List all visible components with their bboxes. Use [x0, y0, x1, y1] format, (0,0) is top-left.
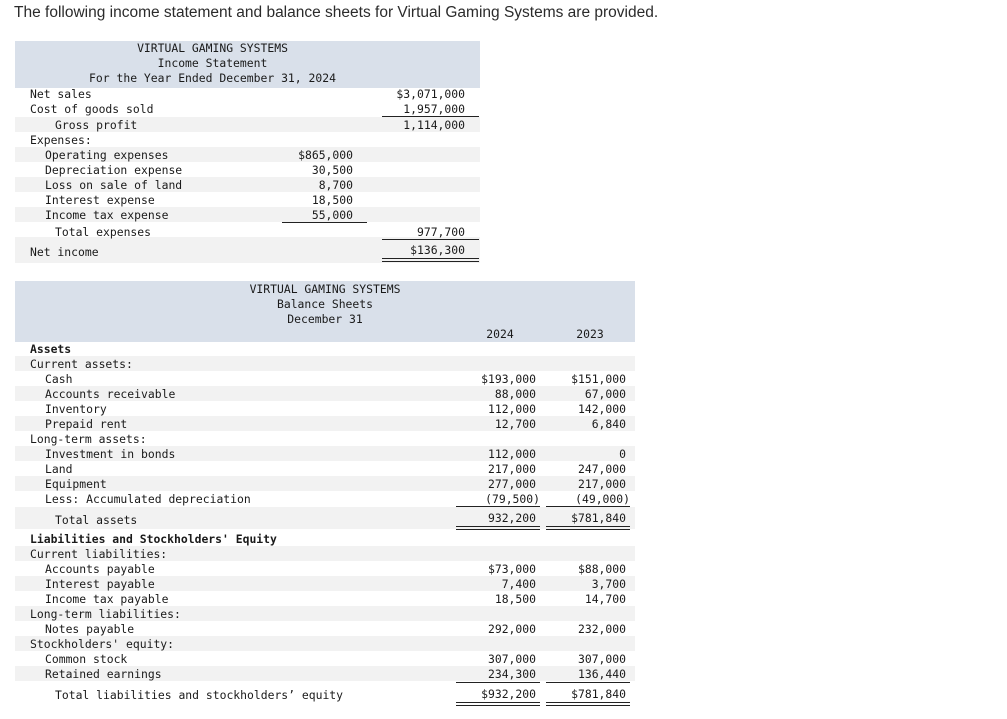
total-expenses-label: Total expenses — [55, 225, 152, 239]
value-2023: $151,000 — [571, 372, 626, 386]
value-2024: 112,000 — [487, 402, 536, 416]
value-2023: $88,000 — [577, 562, 626, 576]
total-assets-2024: 932,200 — [487, 511, 536, 525]
balance-date: December 31 — [287, 312, 363, 326]
line-item-label: Common stock — [45, 652, 128, 666]
equity-heading: Stockholders' equity: — [30, 637, 175, 651]
expense-label: Loss on sale of land — [45, 178, 183, 192]
line-item-label: Land — [45, 462, 73, 476]
double-underline — [456, 526, 540, 530]
value-2023: 0 — [619, 447, 626, 461]
value-2023: 14,700 — [584, 592, 626, 606]
value-2024: $73,000 — [487, 562, 536, 576]
expense-value: 55,000 — [311, 208, 353, 222]
line-item-label: Notes payable — [45, 622, 135, 636]
double-underline — [546, 702, 630, 706]
value-2024: 88,000 — [494, 387, 536, 401]
expense-label: Operating expenses — [45, 148, 169, 162]
value-2024: 307,000 — [487, 652, 536, 666]
expense-label: Interest expense — [45, 193, 155, 207]
income-title: Income Statement — [157, 56, 268, 70]
total-liab-equity-label: Total liabilities and stockholders’ equity — [55, 688, 344, 702]
line-item-label: Cash — [45, 372, 73, 386]
total-assets-2023: $781,840 — [571, 511, 626, 525]
double-underline — [546, 526, 630, 530]
net-sales-label: Net sales — [30, 87, 92, 101]
intro-text: The following income statement and balance sheets for Virtual Gaming Systems are provided. — [14, 4, 659, 21]
line-item-label: Prepaid rent — [45, 417, 128, 431]
underline — [546, 506, 630, 507]
value-2023: 136,440 — [577, 667, 626, 681]
line-item-label: Less: Accumulated depreciation — [45, 492, 251, 506]
gross-profit-value: 1,114,000 — [403, 118, 465, 132]
col-header-2023: 2023 — [576, 327, 604, 341]
income-company: VIRTUAL GAMING SYSTEMS — [137, 41, 288, 55]
value-2023: 3,700 — [591, 577, 626, 591]
value-2024: 7,400 — [501, 577, 536, 591]
value-2024: 292,000 — [487, 622, 536, 636]
current-liabilities-heading: Current liabilities: — [30, 547, 168, 561]
value-2024: (79,500) — [485, 492, 540, 506]
total-liab-equity-2023: $781,840 — [571, 687, 626, 701]
expense-value: 18,500 — [311, 193, 353, 207]
value-2023: 67,000 — [584, 387, 626, 401]
double-underline — [382, 258, 479, 262]
line-item-label: Interest payable — [45, 577, 155, 591]
long-term-assets-heading: Long-term assets: — [30, 432, 147, 446]
long-term-liabilities-heading: Long-term liabilities: — [30, 607, 181, 621]
underline — [546, 682, 630, 683]
value-2024: 217,000 — [487, 462, 536, 476]
line-item-label: Inventory — [45, 402, 107, 416]
income-period: For the Year Ended December 31, 2024 — [89, 71, 336, 85]
value-2024: 277,000 — [487, 477, 536, 491]
line-item-label: Retained earnings — [45, 667, 162, 681]
expense-label: Depreciation expense — [45, 163, 183, 177]
underline — [382, 239, 479, 240]
underline — [282, 222, 367, 223]
total-liab-equity-2024: $932,200 — [481, 687, 536, 701]
value-2024: $193,000 — [481, 372, 536, 386]
liab-equity-heading: Liabilities and Stockholders' Equity — [30, 532, 277, 546]
underline — [456, 682, 540, 683]
cogs-value: 1,957,000 — [403, 102, 465, 116]
total-expenses-value: 977,700 — [416, 225, 465, 239]
net-income-label: Net income — [30, 245, 99, 259]
value-2024: 234,300 — [487, 667, 536, 681]
line-item-label: Accounts payable — [45, 562, 155, 576]
line-item-label: Accounts receivable — [45, 387, 176, 401]
total-assets-label: Total assets — [55, 513, 138, 527]
net-income-value: $136,300 — [410, 243, 465, 257]
line-item-label: Income tax payable — [45, 592, 169, 606]
expense-value: 8,700 — [318, 178, 353, 192]
underline — [456, 506, 540, 507]
col-header-2024: 2024 — [486, 327, 514, 341]
value-2024: 18,500 — [494, 592, 536, 606]
double-underline — [456, 702, 540, 706]
cogs-label: Cost of goods sold — [30, 102, 154, 116]
line-item-label: Equipment — [45, 477, 107, 491]
value-2023: 247,000 — [577, 462, 626, 476]
value-2024: 12,700 — [494, 417, 536, 431]
value-2024: 112,000 — [487, 447, 536, 461]
assets-heading: Assets — [30, 342, 72, 356]
value-2023: (49,000) — [575, 492, 630, 506]
expense-value: $865,000 — [298, 148, 353, 162]
line-item-label: Investment in bonds — [45, 447, 176, 461]
value-2023: 307,000 — [577, 652, 626, 666]
value-2023: 217,000 — [577, 477, 626, 491]
value-2023: 6,840 — [591, 417, 626, 431]
value-2023: 142,000 — [577, 402, 626, 416]
value-2023: 232,000 — [577, 622, 626, 636]
gross-profit-label: Gross profit — [55, 118, 138, 132]
current-assets-heading: Current assets: — [30, 357, 133, 371]
expense-label: Income tax expense — [45, 208, 169, 222]
expenses-label: Expenses: — [30, 133, 92, 147]
balance-title: Balance Sheets — [276, 297, 373, 311]
net-sales-value: $3,071,000 — [396, 87, 465, 101]
balance-company: VIRTUAL GAMING SYSTEMS — [249, 282, 401, 296]
underline — [382, 116, 479, 117]
expense-value: 30,500 — [311, 163, 353, 177]
